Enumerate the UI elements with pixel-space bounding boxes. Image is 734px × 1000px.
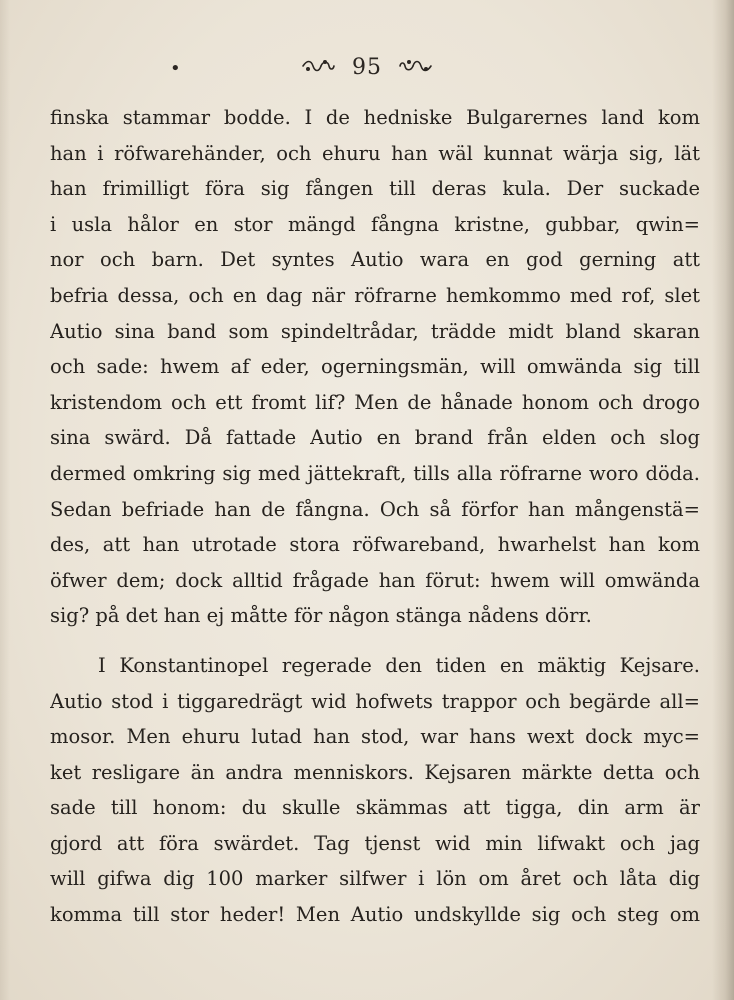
text-line: will gifwa dig 100 marker silfwer i lön om året och låta dig <box>50 867 700 891</box>
paragraph-gap <box>50 634 700 648</box>
text-line: nor och barn. Det syntes Autio wara en god gerning att <box>50 248 700 272</box>
page-header <box>0 54 734 88</box>
text-line: kristendom och ett fromt lif? Men de hånade honom och drogo <box>50 390 700 414</box>
text-line: finska stammar bodde. I de hedniske Bulgarernes land kom <box>50 106 700 129</box>
text-line: Sedan befriade han de fångna. Och så förfor han mångenstä= <box>50 497 700 521</box>
text-line: Autio stod i tiggaredrägt wid hofwets trappor och begärde all= <box>50 689 700 713</box>
text-line: han frimilligt föra sig fången till deras kula. Der suckade <box>50 177 700 201</box>
text-line: sig? på det han ej måtte för någon stänga nådens dörr. <box>50 604 592 628</box>
text-line: och sade: hwem af eder, ogerningsmän, will omwända sig till <box>50 355 700 379</box>
text-line: ket resligare än andra menniskors. Kejsaren märkte detta och <box>50 760 700 784</box>
right-ornament-icon <box>399 55 433 80</box>
text-line: befria dessa, och en dag när röfrarne hemkommo med rof, slet <box>50 283 700 307</box>
text-line: sina swärd. Då fattade Autio en brand från elden och slog <box>50 426 700 450</box>
left-ornament-icon <box>301 55 335 80</box>
text-line: gjord att föra swärdet. Tag tjenst wid min lifwakt och jag <box>50 831 700 855</box>
text-line: han i röfwarehänder, och ehuru han wäl kunnat wärja sig, lät <box>50 141 700 165</box>
text-line: Autio sina band som spindeltrådar, trädde midt bland skaran <box>50 319 700 343</box>
text-line: dermed omkring sig med jättekraft, tills alla röfrarne woro döda. <box>50 461 700 485</box>
text-line: des, att han utrotade stora röfwareband, hwarhelst han kom <box>50 533 700 557</box>
text-line: i usla hålor en stor mängd fångna kristne, gubbar, qwin= <box>50 212 700 236</box>
text-line: komma till stor heder! Men Autio undskyllde sig och steg om <box>50 903 700 927</box>
header-dot: • <box>170 58 181 79</box>
body-text <box>50 100 700 933</box>
text-line: I Konstantinopel regerade den tiden en mäktig Kejsare. <box>98 653 700 677</box>
text-line: öfwer dem; dock alltid frågade han förut: hwem will omwända <box>50 568 700 592</box>
page-number: 95 <box>352 54 382 80</box>
text-line: sade till honom: du skulle skämmas att tigga, din arm är <box>50 796 700 820</box>
text-line: mosor. Men ehuru lutad han stod, war hans wext dock myc= <box>50 725 700 749</box>
